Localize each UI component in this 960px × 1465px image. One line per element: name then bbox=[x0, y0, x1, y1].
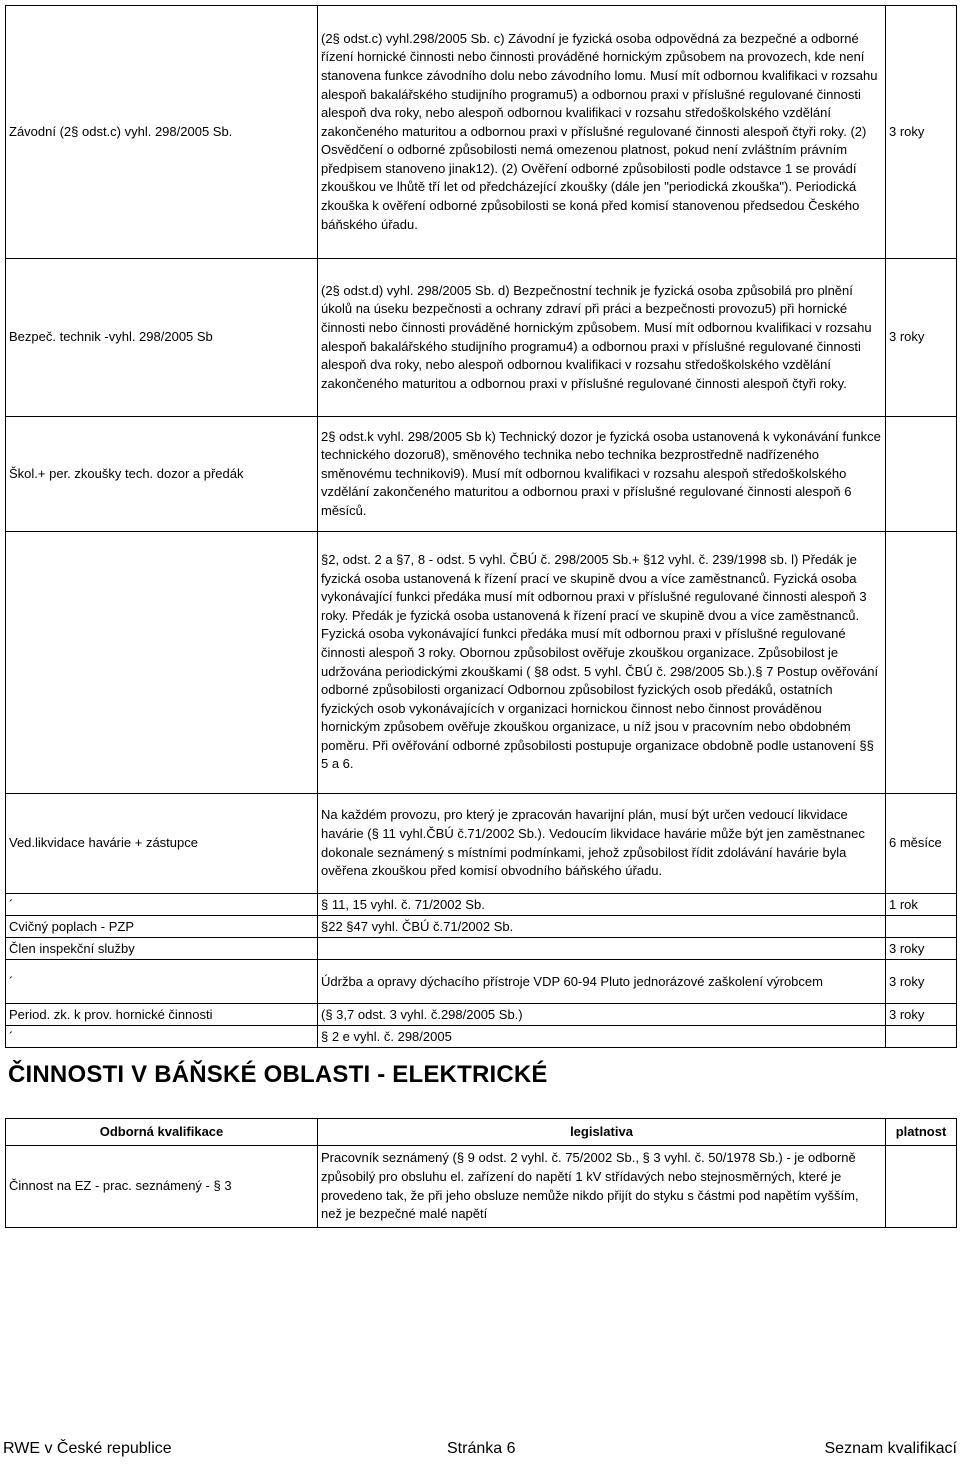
table-row bbox=[6, 1004, 957, 1026]
legislation-cell: § 2 e vyhl. č. 298/2005 bbox=[318, 1026, 886, 1048]
table-row bbox=[6, 259, 957, 417]
table-row bbox=[6, 894, 957, 916]
period-cell: 3 roky bbox=[886, 259, 957, 417]
role-cell bbox=[6, 532, 318, 794]
period-cell bbox=[886, 532, 957, 794]
role-cell: Člen inspekční služby bbox=[6, 938, 318, 960]
table-row bbox=[6, 1026, 957, 1048]
table-row bbox=[6, 960, 957, 1004]
role-cell: ´ bbox=[6, 960, 318, 1004]
legislation-cell: (2§ odst.c) vyhl.298/2005 Sb. c) Závodní je fyzická osoba odpovědná za bezpečné a odborné řízení hornické činnosti nebo činnosti prováděné hornickým způsobem na provozech, kde není stanovena funkce závodního dolu nebo závodního lomu. Musí mít odbornou kvalifikaci v rozsahu alespoň bakalářského studijního programu5) a odbornou praxi v příslušné regulované činnosti alespoň dva roky, nebo alespoň odbornou kvalifikaci v rozsahu středoškolského vzdělání zakončeného maturitou a odbornou praxi v příslušné regulované činnosti alespoň čtyři roky. (2) Osvědčení o odborné způsobilosti nemá omezenou platnost, pokud není zvláštním právním předpisem stanoveno jinak12). (2) Ověření odborné způsobilosti podle odstavce 1 se provádí zkouškou ve lhůtě tří let od předcházející zkoušky (dále jen "periodická zkouška"). Periodická zkouška k ověření odborné způsobilosti se koná před komisí stanovenou předsedou Českého báňského úřadu. bbox=[318, 6, 886, 259]
period-cell: 6 měsíce bbox=[886, 794, 957, 894]
table-row bbox=[6, 417, 957, 532]
period-cell bbox=[886, 417, 957, 532]
electric-qualifications-table bbox=[5, 1118, 957, 1228]
table-row bbox=[6, 6, 957, 259]
role-cell: Ved.likvidace havárie + zástupce bbox=[6, 794, 318, 894]
footer-page-number: Stránka 6 bbox=[447, 1440, 516, 1457]
table-header-row bbox=[6, 1119, 957, 1146]
section-heading: ČINNOSTI V BÁŇSKÉ OBLASTI - ELEKTRICKÉ bbox=[8, 1061, 548, 1088]
legislation-cell bbox=[318, 938, 886, 960]
period-cell: 3 roky bbox=[886, 1004, 957, 1026]
footer-company: RWE v České republice bbox=[3, 1440, 172, 1457]
period-cell bbox=[886, 1026, 957, 1048]
table-row bbox=[6, 1146, 957, 1228]
role-cell: Závodní (2§ odst.c) vyhl. 298/2005 Sb. bbox=[6, 6, 318, 259]
period-cell bbox=[886, 1146, 957, 1228]
legislation-cell: 2§ odst.k vyhl. 298/2005 Sb k) Technický dozor je fyzická osoba ustanovená k vykonávání funkce technického dozoru8), směnového technika nebo technika bezprostředně nadřízeného směnovému technikovi9). Musí mít odbornou kvalifikaci v rozsahu alespoň středoškolského vzdělání zakončeného maturitou a odbornou praxi v příslušné regulované činnosti alespoň 6 měsíců. bbox=[318, 417, 886, 532]
period-cell: 3 roky bbox=[886, 938, 957, 960]
period-cell bbox=[886, 916, 957, 938]
table-row bbox=[6, 532, 957, 794]
legislation-cell: §22 §47 vyhl. ČBÚ č.71/2002 Sb. bbox=[318, 916, 886, 938]
footer-document-title: Seznam kvalifikací bbox=[824, 1440, 957, 1457]
role-cell: ´ bbox=[6, 1026, 318, 1048]
legislation-cell: § 11, 15 vyhl. č. 71/2002 Sb. bbox=[318, 894, 886, 916]
column-header-qualification: Odborná kvalifikace bbox=[6, 1119, 318, 1146]
legislation-cell: (2§ odst.d) vyhl. 298/2005 Sb. d) Bezpečnostní technik je fyzická osoba způsobilá pro plnění úkolů na úseku bezpečnosti a ochrany zdraví při práci a bezpečnosti provozu5) při hornické činnosti nebo činnosti prováděné hornickým způsobem. Musí mít odbornou kvalifikaci v rozsahu alespoň bakalářského studijního programu4) a odbornou praxi v příslušné regulované činnosti alespoň dva roky, nebo alespoň odbornou kvalifikaci v rozsahu středoškolského vzdělání zakončeného maturitou a odbornou praxi v příslušné regulované činnosti alespoň čtyři roky. bbox=[318, 259, 886, 417]
role-cell: ´ bbox=[6, 894, 318, 916]
legislation-cell: Na každém provozu, pro který je zpracován havarijní plán, musí být určen vedoucí likvidace havárie (§ 11 vyhl.ČBÚ č.71/2002 Sb.). Vedoucím likvidace havárie může být jen zaměstnanec dokonale seznámený s místními podmínkami, jehož způsobilost řídit zdolávání havárie byla ověřena zkouškou před komisí obvodního báňského úřadu. bbox=[318, 794, 886, 894]
table-row bbox=[6, 916, 957, 938]
mining-qualifications-table bbox=[5, 5, 957, 1048]
legislation-cell: Pracovník seznámený (§ 9 odst. 2 vyhl. č. 75/2002 Sb., § 3 vyhl. č. 50/1978 Sb.) - je odborně způsobilý pro obsluhu el. zařízení do napětí 1 kV střídavých nebo stejnosměrných, které je provedeno tak, že při jeho obsluze nemůže nikdo přijít do styku s částmi pod napětím vyšším, než je bezpečné malé napětí bbox=[318, 1146, 886, 1228]
legislation-cell: (§ 3,7 odst. 3 vyhl. č.298/2005 Sb.) bbox=[318, 1004, 886, 1026]
role-cell: Period. zk. k prov. hornické činnosti bbox=[6, 1004, 318, 1026]
table-row bbox=[6, 938, 957, 960]
table-row bbox=[6, 794, 957, 894]
legislation-cell: Údržba a opravy dýchacího přístroje VDP 60-94 Pluto jednorázové zaškolení výrobcem bbox=[318, 960, 886, 1004]
period-cell: 3 roky bbox=[886, 6, 957, 259]
role-cell: Škol.+ per. zkoušky tech. dozor a předák bbox=[6, 417, 318, 532]
page-footer bbox=[0, 1440, 960, 1460]
period-cell: 1 rok bbox=[886, 894, 957, 916]
role-cell: Bezpeč. technik -vyhl. 298/2005 Sb bbox=[6, 259, 318, 417]
period-cell: 3 roky bbox=[886, 960, 957, 1004]
legislation-cell: §2, odst. 2 a §7, 8 - odst. 5 vyhl. ČBÚ č. 298/2005 Sb.+ §12 vyhl. č. 239/1998 sb. l) Předák je fyzická osoba ustanovená k řízení prací ve skupině dvou a více zaměstnanců. Fyzická osoba vykonávající funkci předáka musí mít odbornou praxi v příslušné regulované činnosti alespoň 3 roky. Předák je fyzická osoba ustanovená k řízení prací ve skupině dvou a více zaměstnanců. Fyzická osoba vykonávající funkci předáka musí mít odbornou praxi v příslušné regulované činnosti alespoň 3 roky. Obornou způsobilost ověřuje zkouškou organizace. Způsobilost je udržována periodickými zkouškami ( §8 odst. 5 vyhl. ČBÚ č. 298/2005 Sb.).§ 7 Postup ověřování odborné způsobilosti organizací Odbornou způsobilost fyzických osob předáků, ostatních fyzických osob vykonávajících v organizaci hornickou činnost nebo činnost prováděnou hornickým způsobem ověřuje zkouškou organizace, u níž jsou v pracovním nebo obdobném poměru. Při ověřování odborné způsobilosti postupuje organizace obdobně podle ustanovení §§ 5 a 6. bbox=[318, 532, 886, 794]
column-header-validity: platnost bbox=[886, 1119, 957, 1146]
column-header-legislation: legislativa bbox=[318, 1119, 886, 1146]
role-cell: Cvičný poplach - PZP bbox=[6, 916, 318, 938]
role-cell: Činnost na EZ - prac. seznámený - § 3 bbox=[6, 1146, 318, 1228]
